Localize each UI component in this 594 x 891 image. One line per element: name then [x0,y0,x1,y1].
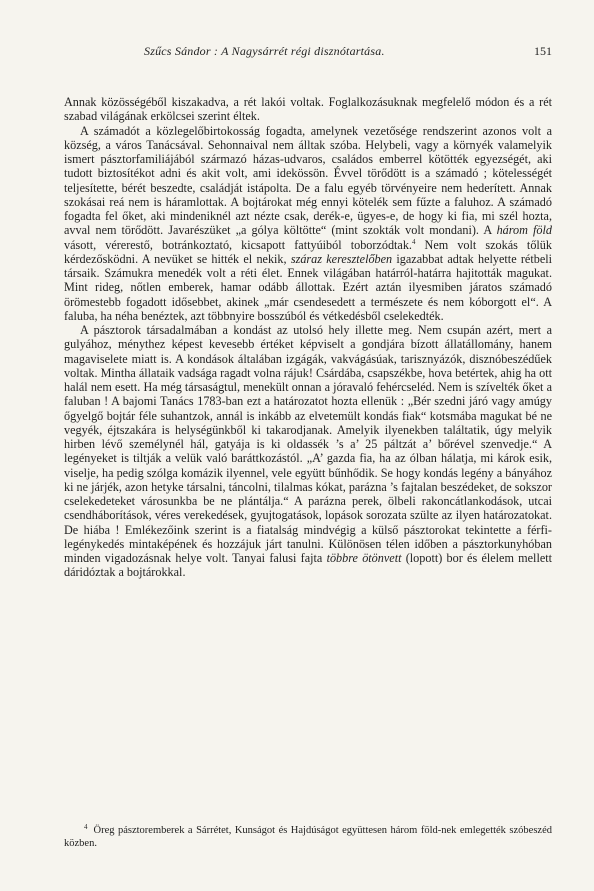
paragraph-2 [64,124,552,324]
italic-term-harom-fold: három föld [496,223,552,238]
italic-term-otonvett: ötönvett [362,551,402,565]
paragraph-2-text-b: vásott, vérerestő, botránkoztató, kicsapott fattyúiból toborzódtak. [64,237,412,252]
page-number: 151 [534,44,552,58]
footnote [64,824,552,850]
footnote-text: Öreg pásztoremberek a Sárrétet, Kunságot és Hajdúságot együttesen három föld-nek emlegették szóbeszéd közben. [64,825,552,849]
paragraph-3 [64,323,552,580]
main-text [64,95,552,580]
paragraph-2-text-c: Nem volt szokás tőlük kérdezősködni. A nevüket se hitték el nekik, [64,237,552,266]
paragraph-2-text-d: igazabbat adtak helyette rétbeli társaik. Számukra menedék volt a réti élet. Ennek világában határról-határra hajitották magukat. Mint rideg, nőtlen emberek, hamar odább állottak. Ezért aztán ilyesmiben járatos számadó örömestebb fogadott idősebbet, akinek „már csendesedett a természete és nem kóborgott el“. A faluba, ha néha benéztek, azt többnyire bosszúból és vétkedésből cselekedték. [64,251,553,323]
footnote-mark: 4 [84,822,88,831]
paragraph-3-text-b: (lopott) bor és élelem mellett dáridóztak a bojtárokkal. [64,551,553,580]
paragraph-1: Annak közösségéből kiszakadva, a rét lakói voltak. Foglalkozásuknak megfelelő módon és a rét szabad világának erkölcsei szerint éltek. [64,95,552,124]
paragraph-2-text-a: A számadót a közlegelőbirtokosság fogadta, amelynek vezetősége rendszerint azonos volt a község, a város Tanácsával. Sehonnaival nem álltak szóba. Helybeli, vagy a környék valamelyik ismert pásztorfamiliájából származó házas-udvaros, családos emberrel kötötték egyezségét, aki tudott biztosítékot adni és akit volt, ami idekössön. Évvel törődött is a számadó ; kötelességét teljesítette, bérét beszedte, családját istápolta. De a falu egyéb törvényeire nem hederített. Annak szokásai reá nem is háramlottak. A bojtárokat még ennyi kötelék sem fűzte a faluhoz. A számadó fogadta fel őket, aki mindeniknél azt nézte csak, derék-e, ügyes-e, de hogy ki fia, mi szél hozta, avval nem törődött. Javarészüket „a gólya költötte“ (mint szokták volt mondani). A [64,123,552,238]
running-title: Szűcs Sándor : A Nagysárrét régi disznótartása. [144,44,385,58]
footnote-reference: 4 [411,237,416,246]
paragraph-3-text-a: A pásztorok társadalmában a kondást az utolsó hely illette meg. Nem csupán azért, mert a gulyához, ménythez képest kevesebb értéket képviselt a gondjára bízott állatállomány, hanem magaviselete miatt is. A kondások általában izgágák, vakvágásúak, tarisznyázók, disznóbeszédűek voltak. Mintha állataik vadsága ragadt volna rájuk! Csárdába, csapszékbe, hova betértek, ahig ha ott halál nem esett. Ha még társaságtul, menekült onnan a jóravaló fehércseléd. Nem is szívelték őket a faluban ! A bajomi Tanács 1783-ban ezt a határozatot hozta ellenük : „Bér szedni járó vagy amúgy őgyelgő bojtár féle suhantzok, annál is inkább az elvetemült kondás fiak“ kotsmába magukat bé ne vegyék, éjtszakára is helységünkből ki takarodjanak. Amelyik ilyenekben találtatik, úgy melyik hirben lévő személynél hál, gatyája is ki oldassék ’s a’ 25 páltzát a’ bőrével szenvedje.“ A legényeket is tiltják a velük való baráttkozástól. „A’ gazda fia, ha az ólban hálatja, mi károk esik, viselje, ha pedig szólga komázik ilyennel, vele együtt bűnhődik. Se hogy kondás legény a bányához ki ne járjék, azon hetyke társalni, táncolni, tilalmas kókat, parázna ’s fajtalan beszédeket, de sokszor cselekedeteket városunkba be ne plántálja.“ A parázna perek, ölbeli rakoncátlankodások, utcai csendháborítások, véres verekedések, gyujtogatások, lopások sorozata szülte az ilyen határozatokat. De hiába ! Emlékezőink szerint is a fiatalság mindvégig a külső pásztorokat tekintette a férfi-legénykedés mintaképének és hozzájuk járt tanulni. Különösen télen időben a pásztorkunyhóban minden vigadozásnak helye volt. Tanyai falusi fajta [64,323,552,565]
running-header [64,44,552,64]
italic-term-szaraz-kereszteloben: száraz keresztelőben [290,251,393,266]
italic-term-tobbre: többre [326,551,358,565]
